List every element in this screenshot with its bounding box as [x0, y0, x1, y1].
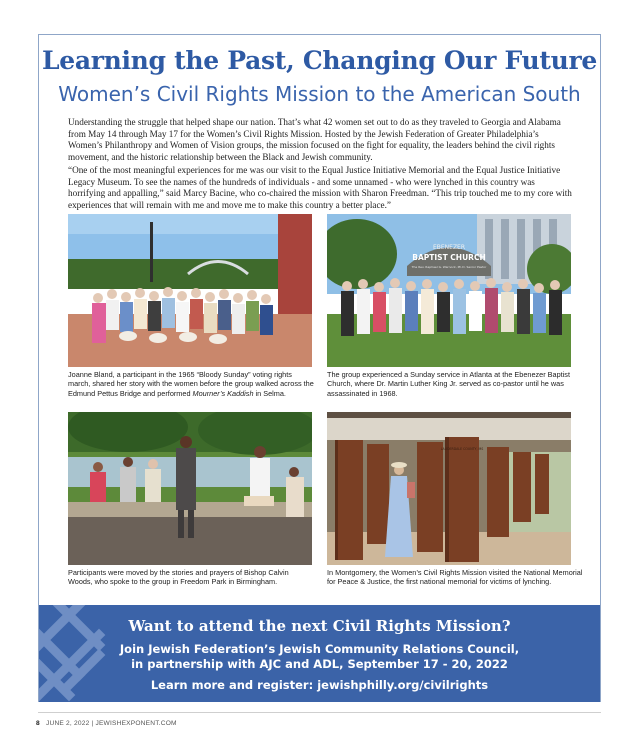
page-number: 8 — [36, 720, 40, 727]
banner-register-link[interactable]: Learn more and register: jewishphilly.org/civilrights — [150, 678, 489, 692]
footer-separator: | — [91, 720, 94, 727]
page-footer — [36, 720, 177, 727]
memorial-plaque-text: LAUDERDALE COUNTY, MS — [440, 447, 484, 451]
church-sign-main: BAPTIST CHURCH — [412, 253, 486, 262]
photo-selma-group — [68, 214, 312, 367]
intro-paragraph: Understanding the struggle that helped shape our nation. That’s what 42 women set out to do as they traveled to Georgia and Alabama from May 14 through May 17 for the Women’s Civil Rights Mission. Hosted by the Jewish Federation of Greater Philadelphia’s Women’s Philanthropy and Women of Vision groups, the mission focused on the fight for equality, the leaders behind the civil rights movement, and the historic relationship between the Black and Jewish community. — [68, 117, 561, 162]
photo-freedom-park — [68, 412, 312, 565]
caption-freedom-park: Participants were moved by the stories and prayers of Bishop Calvin Woods, who spoke to the group in Freedom Park in Birmingham. — [68, 568, 289, 587]
footer-rule — [38, 712, 601, 713]
footer-site[interactable]: JEWISHEXPONENT.COM — [95, 720, 177, 727]
photo-ebenezer-church — [327, 214, 571, 367]
quote-paragraph: “One of the most meaningful experiences for me was our visit to the Equal Justice Initiative Memorial and the Equal Justice Initiative Legacy Museum. To see the names of the hundreds of individuals - and some unnamed - who were lynched in this country was horrifying and appalling,” said Marcy Bacine, who co-chaired the mission with Sharon Freedman. “This trip touched me to my core with experiences that will remain with me and move me to make this country a better place.” — [68, 165, 572, 210]
footer-date: JUNE 2, 2022 — [45, 720, 90, 727]
photo-national-memorial — [327, 412, 571, 565]
banner-line-2: in partnership with AJC and ADL, September 17 - 20, 2022 — [131, 657, 508, 671]
caption-memorial: In Montgomery, the Women’s Civil Rights Mission visited the National Memorial for Peace & Justice, the first national memorial for victims of lynching. — [327, 568, 583, 587]
article-subtitle: Women’s Civil Rights Mission to the American South — [58, 82, 581, 106]
article-title: Learning the Past, Changing Our Future — [41, 46, 598, 75]
church-sign-sub: The Rev. Raphael G. Warnock, Ph.D. Senior Pastor — [411, 265, 487, 269]
banner-line-1: Join Jewish Federation’s Jewish Community Relations Council, — [119, 642, 520, 656]
banner-title: Want to attend the next Civil Rights Mission? — [128, 617, 511, 635]
caption-selma: Joanne Bland, a participant in the 1965 “Bloody Sunday” voting rights march, shared her story with the women before the group walked across the Edmund Pettus Bridge and performed Mourner’s Kaddish in Selma. — [68, 370, 314, 398]
church-sign-top: EBENEZER — [432, 244, 466, 251]
caption-ebenezer: The group experienced a Sunday service in Atlanta at the Ebenezer Baptist Church, where Dr. Martin Luther King Jr. served as co-pastor until he was assassinated in 1968. — [327, 370, 570, 398]
